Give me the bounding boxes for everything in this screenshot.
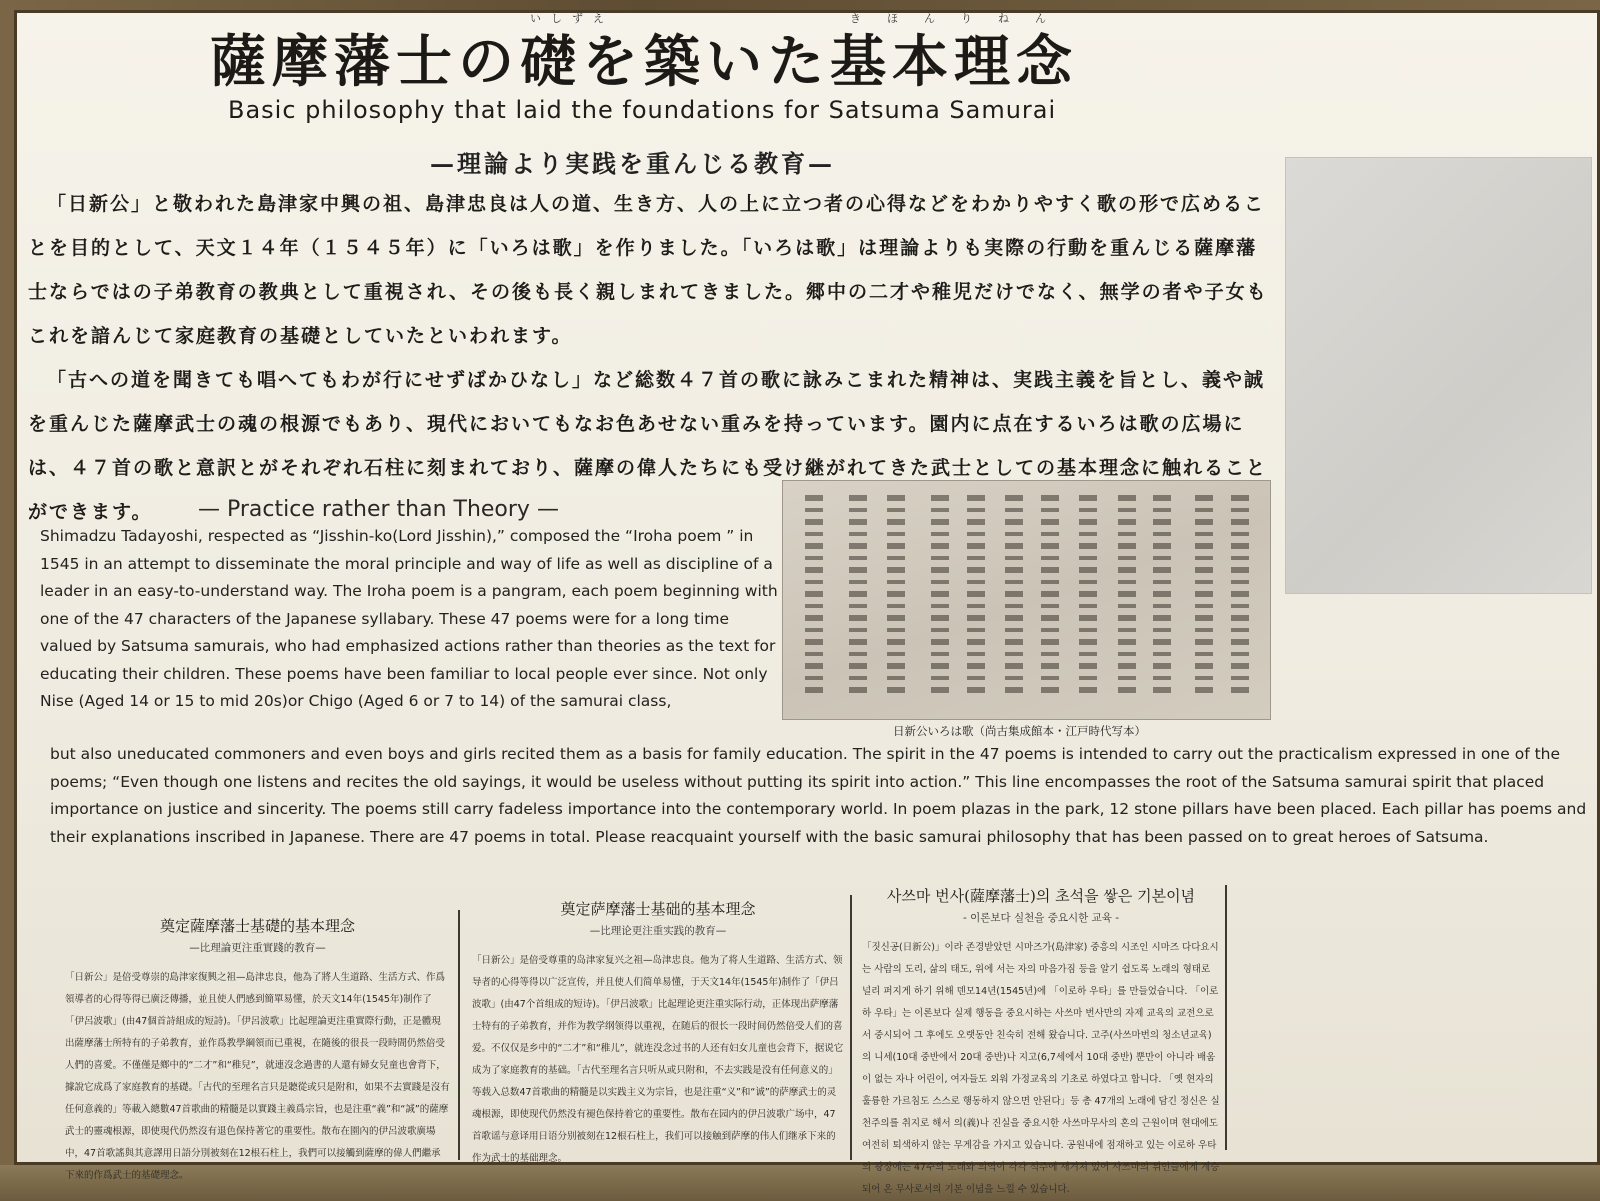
manuscript-column	[1231, 495, 1249, 700]
translation-title: 奠定萨摩藩士基础的基本理念	[560, 900, 756, 918]
manuscript-column	[1079, 495, 1097, 700]
manuscript-column	[967, 495, 985, 700]
manuscript-column	[887, 495, 905, 700]
manuscript-column	[805, 495, 823, 700]
japanese-paragraph-1: 「日新公」と敬われた島津家中興の祖、島津忠良は人の道、生き方、人の上に立つ者の心得などをわかりやすく歌の形で広めることを目的として、天文１４年（１５４５年）に「いろは歌」を作りました。「いろは歌」は理論よりも実際の行動を重んじる薩摩藩士ならではの子弟教育の教典として重視され、その後も長く親しまれてきました。郷中の二才や稚児だけでなく、無学の者や子女もこれを諳んじて家庭教育の基礎としていたといわれます。	[28, 193, 1268, 347]
title-japanese: 薩摩藩士の礎を築いた基本理念	[210, 29, 1078, 95]
translation-body: 「日新公」是倍受尊崇的島津家復興之祖—島津忠良，他為了將人生道路、生活方式、作爲領導者的心得等得已廣泛傳播，並且使人們感到簡單易懂，於天文14年(1545年)制作了「伊呂波歌」(由47個首詩組成的短詩)。「伊呂波歌」比起理論更注重實際行動，正是體現出薩摩藩士所特有的子弟教育，並作爲教學綱領而已重視，在隨後的很長一段時間仍然倍受人們的喜愛。不僅僅是鄉中的“二才”和“稚兒”，就連沒念過書的人還有婦女兒童也會背下，據說它成爲了家庭教育的基礎。「古代的至理名言只是聽從或只是附和，如果不去實踐是沒有任何意義的」等載入總數47首歌曲的精髓是以實踐主義爲宗旨，也是注重“義”和“誠”的薩摩武士的靈魂根源，即使現代仍然沒有退色保持著它的重要性。散布在園內的伊呂波歌廣場中，47首歌謠與其意譯用日語分別被刻在12根石柱上，我們可以接觸到薩摩的偉人們繼承下來的作爲武士的基礎理念。	[65, 972, 450, 1181]
manuscript-column	[931, 495, 949, 700]
column-divider	[458, 910, 460, 1160]
translation-traditional-chinese	[65, 915, 450, 1187]
column-divider	[1225, 885, 1227, 1150]
translation-korean	[862, 885, 1220, 1201]
translation-simplified-chinese	[472, 898, 844, 1170]
english-heading: — Practice rather than Theory —	[198, 497, 559, 522]
english-body-wide: but also uneducated commoners and even boys and girls recited them as a basis for family education. The spirit in the 47 poems is intended to carry out the practicalism expressed in one of the poems; “Even though one listens and recites the old sayings, it would be useless without putting its spirit into action.” This line encompasses the root of the Satsuma samurai spirit that placed importance on justice and sincerity. The poems still carry fadeless importance into the contemporary world. In poem plazas in the park, 12 stone pillars have been placed. Each pillar has poems and their explanations inscribed in Japanese. There are 47 poems in total. Please reacquaint yourself with the basic samurai philosophy that has been passed on to great heroes of Satsuma.	[50, 745, 1587, 846]
title-english: Basic philosophy that laid the foundations for Satsuma Samurai	[228, 96, 1057, 124]
manuscript-column	[1195, 495, 1213, 700]
translation-subtitle: - 이론보다 실천을 중요시한 교육 -	[962, 912, 1120, 924]
photo-panel	[1285, 157, 1592, 594]
japanese-paragraph-2: 「古への道を聞きても唱へてもわが行にせずばかひなし」など総数４７首の歌に詠みこまれた精神は、実践主義を旨とし、義や誠を重んじた薩摩武士の魂の根源でもあり、現代においてもなお色あせない重みを持っています。園内に点在するいろは歌の広場には、４７首の歌と意訳とがそれぞれ石柱に刻まれており、薩摩の偉人たちにも受け継がれてきた武士としての基本理念に触れることができます。	[28, 369, 1268, 523]
translation-title: 奠定薩摩藩士基礎的基本理念	[159, 917, 355, 935]
translation-body: 「日新公」是倍受尊重的岛津家复兴之祖—岛津忠良。他为了将人生道路、生活方式、领导者的心得等得以广泛宣传，并且使人们简单易懂，于天文14年(1545年)制作了「伊吕波歌」(由47个首组成的短诗)。「伊吕波歌」比起理论更注重实际行动，正体现出萨摩藩士特有的子弟教育，并作为教学纲领得以重视，在随后的很长一段时间仍然倍受人们的喜爱。不仅仅是乡中的“二才”和“稚儿”，就连没念过书的人还有妇女儿童也会背下，据说它成为了家庭教育的基础。「古代至理名言只听从或只附和，不去实践是没有任何意义的」等载入总数47首歌曲的精髓是以实践主义为宗旨，也是注重“义”和“诚”的萨摩武士的灵魂根源，即使现代仍然没有褪色保持着它的重要性。散布在园内的伊吕波歌广场中，47首歌谣与意译用日语分别被刻在12根石柱上，我们可以接触到萨摩的伟人们继承下来的作为武士的基础理念。	[472, 955, 844, 1164]
manuscript-image	[782, 480, 1271, 720]
manuscript-caption: 日新公いろは歌（尚古集成館本・江戸時代写本）	[893, 724, 1146, 738]
manuscript-column	[1153, 495, 1171, 700]
manuscript-column	[1005, 495, 1023, 700]
translation-title: 사쓰마 번사(薩摩藩士)의 초석을 쌓은 기본이념	[886, 887, 1196, 905]
ruby-kihonrinen: きほんりねん	[850, 12, 1072, 25]
manuscript-column	[849, 495, 867, 700]
manuscript-column	[1118, 495, 1136, 700]
manuscript-column	[1041, 495, 1059, 700]
ruby-ishizue: いしずえ	[530, 12, 614, 25]
column-divider	[850, 895, 852, 1160]
translation-body: 「짓신공(日新公)」이라 존경받았던 시마즈가(島津家) 중흥의 시조인 시마즈 다다요시는 사람의 도리, 삶의 태도, 위에 서는 자의 마음가짐 등을 알기 쉽도록 노래의 형태로 널리 퍼지게 하기 위해 덴모14년(1545년)에 「이로하 우타」를 만들었습니다. 「이로하 우타」는 이론보다 실제 행동을 중요시하는 사쓰마 번사만의 자제 교육의 교전으로서 중시되어 그 후에도 오랫동안 친숙히 전해 왔습니다. 고주(사쓰마번의 청소년교육)의 니세(10대 중반에서 20대 중반)나 지고(6,7세에서 10대 중반) 뿐만이 아니라 배움이 없는 자나 어린이, 여자들도 외워 가정교육의 기초로 하였다고 합니다. 「옛 현자의 훌륭한 가르침도 스스로 행동하지 않으면 안된다」등 총 47개의 노래에 담긴 정신은 실천주의를 취지로 해서 의(義)나 진실을 중요시한 사쓰마무사의 혼의 근원이며 현대에도 여전히 퇴색하지 않는 무게감을 가지고 있습니다. 공원내에 점재하고 있는 이로하 우타의 광장에는 47수의 노래와 의역이 각각 석주에 새겨져 있어 사쓰마의 위인들에게 계승되어 온 무사로서의 기본 이념을 느낄 수 있습니다.	[862, 942, 1220, 1195]
english-body-narrow: Shimadzu Tadayoshi, respected as “Jisshin-ko(Lord Jisshin),” composed the “Iroha poem ” in 1545 in an attempt to disseminate the moral principle and way of life as well as discipline of a leader in an easy-to-understand way. The Iroha poem is a pangram, each poem beginning with one of the 47 characters of the Japanese syllabary. These 47 poems were for a long time valued by Satsuma samurais, who had emphasized actions rather than theories as the text for educating their children. These poems have been familiar to local people ever since. Not only Nise (Aged 14 or 15 to mid 20s)or Chigo (Aged 6 or 7 to 14) of the samurai class,	[40, 527, 778, 710]
subtitle-japanese: —理論より実践を重んじる教育—	[430, 149, 835, 178]
translation-subtitle: —比理论更注重实践的教育—	[589, 925, 727, 937]
translation-subtitle: —比理論更注重實踐的教育—	[189, 942, 326, 954]
